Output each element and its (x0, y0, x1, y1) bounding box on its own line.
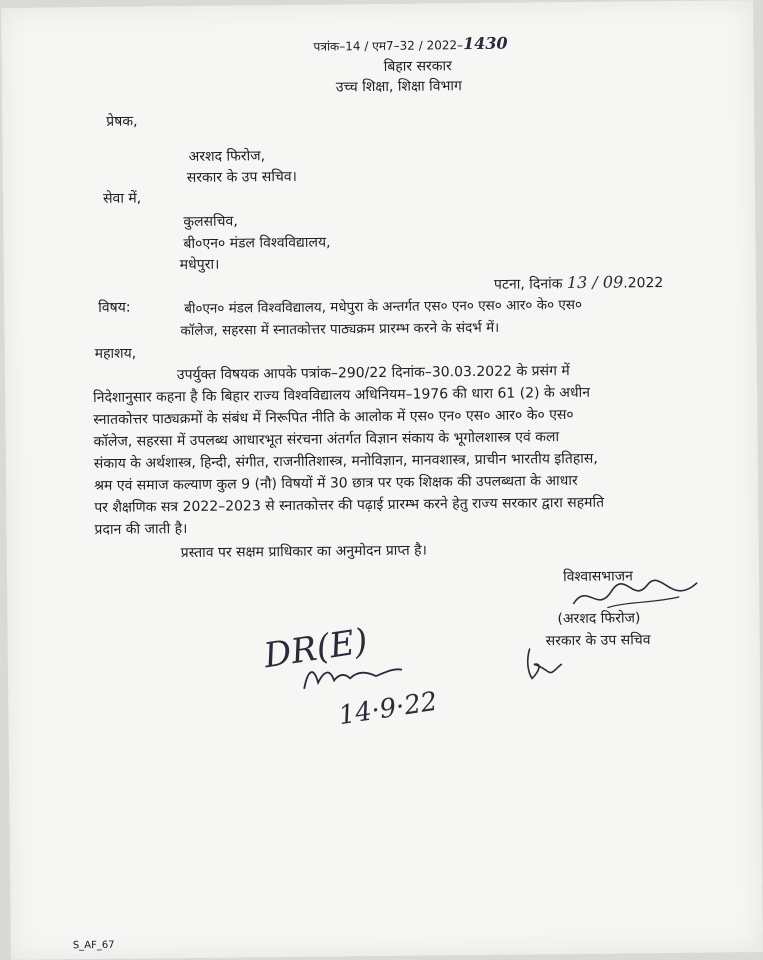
approval-line: प्रस्ताव पर सक्षम प्राधिकार का अनुमोदन प्राप्त है। (180, 542, 427, 562)
body-line: उपर्युक्त विषयक आपके पत्रांक–290/22 दिनांक–30.03.2022 के प्रसंग में (176, 363, 570, 384)
body-line: संकाय के अर्थशास्त्र, हिन्दी, संगीत, राजनीतिशास्त्र, मनोविज्ञान, मानवशास्त्र, प्राचीन भारतीय इतिहास, (93, 450, 598, 473)
body-line: पर शैक्षणिक सत्र 2022–2023 से स्नातकोत्तर की पढ़ाई प्रारम्भ करने हेतु राज्य सरकार द्वारा सहमति (94, 494, 605, 517)
department-name: उच्च शिक्षा, शिक्षा विभाग (335, 78, 462, 96)
body-line: प्रदान की जाती है। (94, 521, 188, 539)
place-date (494, 273, 664, 294)
reference-number-handwritten: 1430 (462, 33, 508, 54)
govt-name: बिहार सरकार (383, 58, 452, 75)
sign-yours-faithfully: विश्वासभाजन (562, 568, 633, 586)
sign-name: (अरशद फिरोज) (557, 610, 641, 628)
sender-name: अरशद फिरोज, (188, 148, 266, 166)
body-line: स्नातकोत्तर पाठ्यक्रमों के संबंध में निरूपित नीति के आलोक में एस० एन० एस० आर० के० एस० (93, 406, 574, 429)
recipient-line-3: मधेपुरा। (179, 256, 220, 274)
body-line: श्रम एवं समाज कल्याण कुल 9 (नौ) विषयों में 30 छात्र पर एक शिक्षक की उपलब्धता के आधार (93, 472, 578, 495)
letter-page (1, 0, 763, 960)
salutation: महाशय, (94, 345, 137, 363)
date-handwritten: 13 / 09 (566, 272, 624, 293)
date-year: .2022 (623, 275, 664, 292)
recipient-line-2: बी०एन० मंडल विश्वविद्यालय, (183, 234, 331, 253)
sender-designation: सरकार के उप सचिव। (186, 168, 297, 187)
body-line: निदेशानुसार कहना है कि बिहार राज्य विश्वविद्यालय अधिनियम–1976 की धारा 61 (2) के अधीन (93, 384, 591, 407)
reference-line (313, 35, 507, 56)
initials-mark (522, 644, 566, 684)
to-label: सेवा में, (102, 190, 142, 207)
subject-line-2: कॉलेज, सहरसा में स्नातकोत्तर पाठ्यक्रम प्रारम्भ करने के संदर्भ में। (180, 319, 500, 340)
body-line: कॉलेज, सहरसा में उपलब्ध आधारभूत संरचना अंतर्गत विज्ञान संकाय के भूगोलशास्त्र एवं कला (93, 429, 560, 451)
handnote-dr-e: DR(E) (261, 621, 371, 677)
recipient-line-1: कुलसचिव, (183, 213, 238, 231)
sign-designation: सरकार के उप सचिव (545, 632, 651, 650)
sender-label: प्रेषक, (106, 113, 138, 130)
footer-code: S_AF_67 (72, 939, 115, 952)
subject-label: विषय: (98, 299, 131, 316)
handnote-date: 14·9·22 (336, 686, 440, 732)
reference-prefix: पत्रांक–14 / एम7–32 / 2022– (313, 38, 464, 54)
place-date-prefix: पटना, दिनांक (493, 276, 563, 293)
subject-line-1: बी०एन० मंडल विश्वविद्यालय, मधेपुरा के अन्तर्गत एस० एन० एस० आर० के० एस० (184, 296, 583, 318)
